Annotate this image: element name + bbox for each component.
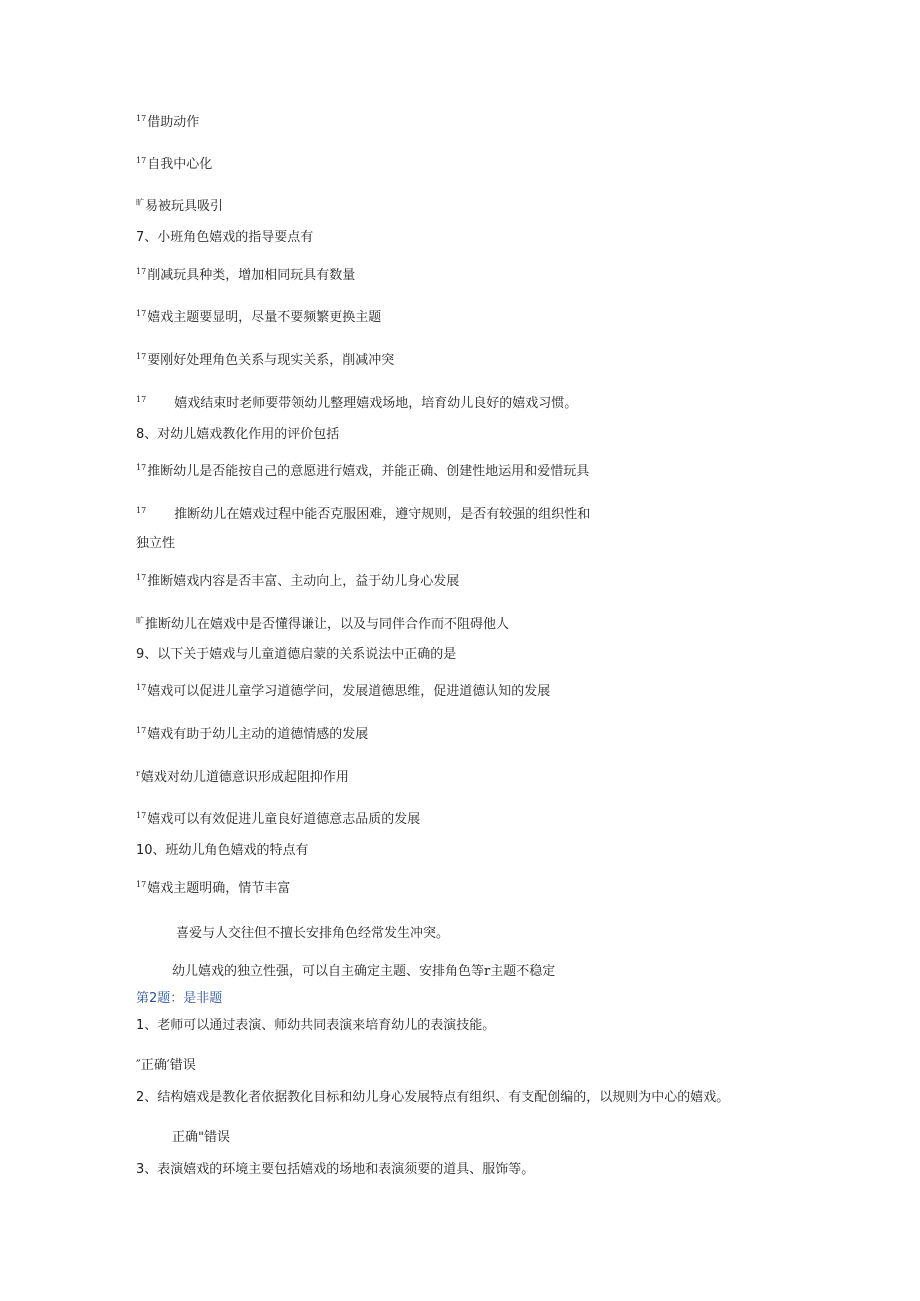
option-line: $^r$嬉戏对幼儿道德意识形成起阻抑作用 <box>136 769 349 785</box>
option-marker: 旷 <box>136 198 144 207</box>
question-line: 3、表演嬉戏的环境主要包括嬉戏的场地和表演须要的道具、服饰等。 <box>136 1162 535 1177</box>
option-line: $^{17}$嬉戏主题明确，情节丰富 <box>136 880 291 896</box>
option-marker: 17 <box>136 811 147 820</box>
option-line: $^{17}$ 嬉戏结束时老师要带领幼儿整理嬉戏场地，培育幼儿良好的嬉戏习惯。 <box>136 395 578 411</box>
option-line: $^{17}$借助动作 <box>136 114 200 130</box>
answer-options: ″正确′错误 <box>136 1058 196 1073</box>
option-marker: 17 <box>136 156 147 165</box>
option-marker: 17 <box>136 267 147 276</box>
option-line: $^{17}$ 推断幼儿在嬉戏过程中能否克服困难，遵守规则，是否有较强的组织性和 <box>136 506 591 522</box>
option-line: $^{17}$嬉戏可以有效促进儿童良好道德意志品质的发展 <box>136 811 421 827</box>
answer-options: 正确"错误 <box>172 1130 230 1145</box>
option-line: 喜爱与人交往但不擅长安排角色经常发生冲突。 <box>176 926 450 941</box>
question-line: 10、班幼儿角色嬉戏的特点有 <box>136 843 309 858</box>
option-marker: 17 <box>136 395 147 404</box>
option-line: $^{17}$嬉戏有助于幼儿主动的道德情感的发展 <box>136 726 369 742</box>
section-heading: 第2题：是非题 <box>136 991 223 1006</box>
option-marker: 17 <box>136 114 147 123</box>
option-marker: 旷 <box>136 616 144 625</box>
option-line: $^{17}$要刚好处理角色关系与现实关系，削减冲突 <box>136 352 395 368</box>
question-line: 8、对幼儿嬉戏教化作用的评价包括 <box>136 427 340 442</box>
option-marker: 17 <box>136 726 147 735</box>
option-line: $^旷$易被玩具吸引 <box>136 198 224 214</box>
option-marker: 17 <box>136 463 147 472</box>
option-marker: r <box>136 769 140 778</box>
option-line: $^{17}$自我中心化 <box>136 156 213 172</box>
option-line: $^{17}$嬉戏主题要显明，尽量不要频繁更换主题 <box>136 309 382 325</box>
option-marker: 17 <box>136 309 147 318</box>
question-line: 1、老师可以通过表演、师幼共同表演来培育幼儿的表演技能。 <box>136 1018 496 1033</box>
option-marker: 17 <box>136 352 147 361</box>
question-line: 7、小班角色嬉戏的指导要点有 <box>136 230 314 245</box>
option-line: $^{17}$推断幼儿是否能按自己的意愿进行嬉戏，并能正确、创建性地运用和爱惜玩具 <box>136 463 590 479</box>
option-marker: 17 <box>136 683 147 692</box>
option-line: $^旷$推断幼儿在嬉戏中是否懂得谦让，以及与同伴合作而不阻碍他人 <box>136 616 510 632</box>
question-line: 9、以下关于嬉戏与儿童道德启蒙的关系说法中正确的是 <box>136 647 457 662</box>
question-line: 2、结构嬉戏是教化者依据教化目标和幼儿身心发展特点有组织、有支配创编的，以规则为中心的嬉戏。 <box>136 1090 730 1105</box>
option-line: $^{17}$嬉戏可以促进儿童学习道德学问，发展道德思维，促进道德认知的发展 <box>136 683 551 699</box>
text-line: 独立性 <box>136 536 176 551</box>
option-line: 幼儿嬉戏的独立性强，可以自主确定主题、安排角色等r主题不稳定 <box>172 964 556 979</box>
option-line: $^{17}$推断嬉戏内容是否丰富、主动向上，益于幼儿身心发展 <box>136 573 460 589</box>
option-marker: 17 <box>136 880 147 889</box>
option-marker: 17 <box>136 506 147 515</box>
option-line: $^{17}$削减玩具种类，增加相同玩具有数量 <box>136 267 356 283</box>
option-marker: 17 <box>136 573 147 582</box>
